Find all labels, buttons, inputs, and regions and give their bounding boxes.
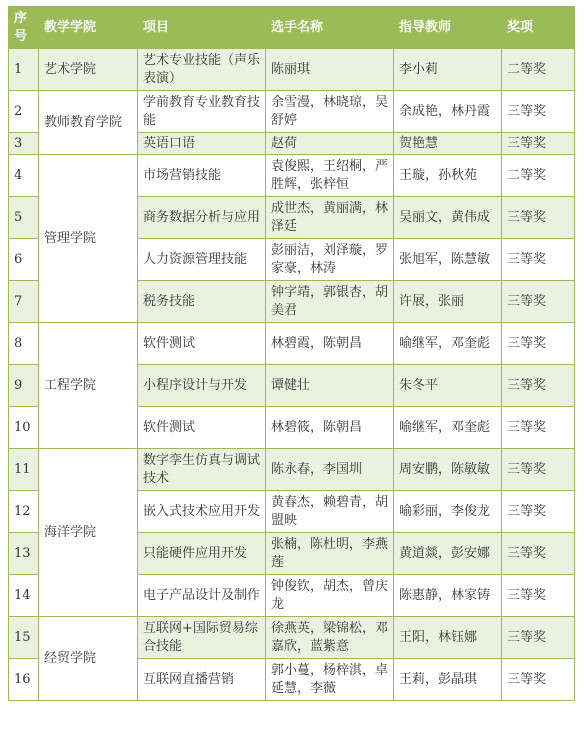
project-cell: 市场营销技能 [138, 155, 266, 197]
award-cell: 三等奖 [502, 323, 575, 365]
project-cell: 只能硬件应用开发 [138, 533, 266, 575]
teachers-cell: 张旭军，陈慧敏 [394, 239, 502, 281]
seq-cell: 10 [9, 407, 39, 449]
players-cell: 张楠，陈杜明，李燕莲 [266, 533, 394, 575]
players-cell: 黄春杰，赖碧青，胡盟映 [266, 491, 394, 533]
table-row [9, 155, 575, 197]
award-cell: 三等奖 [502, 617, 575, 659]
teachers-cell: 王莉，彭晶琪 [394, 659, 502, 701]
teachers-cell: 王阳，林钰娜 [394, 617, 502, 659]
seq-cell: 16 [9, 659, 39, 701]
players-cell: 钟俊钦，胡杰，曾庆龙 [266, 575, 394, 617]
seq-cell: 11 [9, 449, 39, 491]
seq-cell: 7 [9, 281, 39, 323]
table-row [9, 91, 575, 133]
seq-cell: 12 [9, 491, 39, 533]
project-cell: 软件测试 [138, 323, 266, 365]
teachers-cell: 贺艳慧 [394, 133, 502, 155]
players-cell: 林碧霞，陈朝昌 [266, 323, 394, 365]
award-cell: 三等奖 [502, 281, 575, 323]
project-cell: 人力资源管理技能 [138, 239, 266, 281]
project-cell: 小程序设计与开发 [138, 365, 266, 407]
header-seq: 序号 [9, 7, 39, 49]
project-cell: 商务数据分析与应用 [138, 197, 266, 239]
seq-cell: 9 [9, 365, 39, 407]
header-college: 教学学院 [39, 7, 138, 49]
teachers-cell: 李小莉 [394, 49, 502, 91]
teachers-cell: 喻继军，邓奎彪 [394, 407, 502, 449]
project-cell: 数字孪生仿真与调试技术 [138, 449, 266, 491]
teachers-cell: 许展，张丽 [394, 281, 502, 323]
table-row [9, 323, 575, 365]
teachers-cell: 王璇，孙秋苑 [394, 155, 502, 197]
players-cell: 赵荷 [266, 133, 394, 155]
header-players: 选手名称 [266, 7, 394, 49]
award-cell: 三等奖 [502, 239, 575, 281]
header-award: 奖项 [502, 7, 575, 49]
award-cell: 三等奖 [502, 533, 575, 575]
award-cell: 三等奖 [502, 575, 575, 617]
awards-table [8, 6, 575, 701]
college-cell: 管理学院 [39, 155, 138, 323]
players-cell: 袁俊熙，王绍桐，严胜辉，张梓恒 [266, 155, 394, 197]
project-cell: 互联网+国际贸易综合技能 [138, 617, 266, 659]
award-cell: 二等奖 [502, 155, 575, 197]
project-cell: 税务技能 [138, 281, 266, 323]
project-cell: 嵌入式技术应用开发 [138, 491, 266, 533]
table-body [9, 49, 575, 701]
players-cell: 陈丽琪 [266, 49, 394, 91]
teachers-cell: 陈惠静，林家铸 [394, 575, 502, 617]
players-cell: 成世杰，黄丽满，林泽廷 [266, 197, 394, 239]
award-cell: 三等奖 [502, 659, 575, 701]
college-cell: 海洋学院 [39, 449, 138, 617]
players-cell: 徐燕英，梁锦松，邓嘉欣，蓝紫意 [266, 617, 394, 659]
players-cell: 郭小蔓，杨梓淇，卓延慧，李薇 [266, 659, 394, 701]
teachers-cell: 余成艳，林丹霞 [394, 91, 502, 133]
award-cell: 三等奖 [502, 365, 575, 407]
seq-cell: 3 [9, 133, 39, 155]
project-cell: 英语口语 [138, 133, 266, 155]
seq-cell: 4 [9, 155, 39, 197]
seq-cell: 14 [9, 575, 39, 617]
players-cell: 余雪漫，林晓琼，吴舒婷 [266, 91, 394, 133]
table-row [9, 617, 575, 659]
seq-cell: 1 [9, 49, 39, 91]
players-cell: 彭丽洁，刘泽璇，罗家豪，林涛 [266, 239, 394, 281]
college-cell: 经贸学院 [39, 617, 138, 701]
table-row [9, 49, 575, 91]
teachers-cell: 黄道燚，彭安娜 [394, 533, 502, 575]
teachers-cell: 喻继军，邓奎彪 [394, 323, 502, 365]
table-header [9, 7, 575, 49]
table-row [9, 449, 575, 491]
project-cell: 软件测试 [138, 407, 266, 449]
players-cell: 钟字靖，郭银杏，胡美君 [266, 281, 394, 323]
college-cell: 艺术学院 [39, 49, 138, 91]
project-cell: 学前教育专业教育技能 [138, 91, 266, 133]
college-cell: 工程学院 [39, 323, 138, 449]
teachers-cell: 吴丽文，黄伟成 [394, 197, 502, 239]
seq-cell: 8 [9, 323, 39, 365]
seq-cell: 15 [9, 617, 39, 659]
project-cell: 互联网直播营销 [138, 659, 266, 701]
award-cell: 三等奖 [502, 491, 575, 533]
seq-cell: 6 [9, 239, 39, 281]
header-project: 项目 [138, 7, 266, 49]
teachers-cell: 周安鹏，陈敏敏 [394, 449, 502, 491]
players-cell: 林碧筱，陈朝昌 [266, 407, 394, 449]
award-cell: 三等奖 [502, 91, 575, 133]
college-cell: 教师教育学院 [39, 91, 138, 155]
award-cell: 二等奖 [502, 49, 575, 91]
award-cell: 三等奖 [502, 197, 575, 239]
seq-cell: 13 [9, 533, 39, 575]
players-cell: 陈永春，李国圳 [266, 449, 394, 491]
award-cell: 三等奖 [502, 407, 575, 449]
award-cell: 三等奖 [502, 449, 575, 491]
teachers-cell: 朱冬平 [394, 365, 502, 407]
award-cell: 三等奖 [502, 133, 575, 155]
players-cell: 谭健壮 [266, 365, 394, 407]
seq-cell: 5 [9, 197, 39, 239]
teachers-cell: 喻彩丽，李俊龙 [394, 491, 502, 533]
header-teachers: 指导教师 [394, 7, 502, 49]
project-cell: 艺术专业技能（声乐表演） [138, 49, 266, 91]
seq-cell: 2 [9, 91, 39, 133]
project-cell: 电子产品设计及制作 [138, 575, 266, 617]
